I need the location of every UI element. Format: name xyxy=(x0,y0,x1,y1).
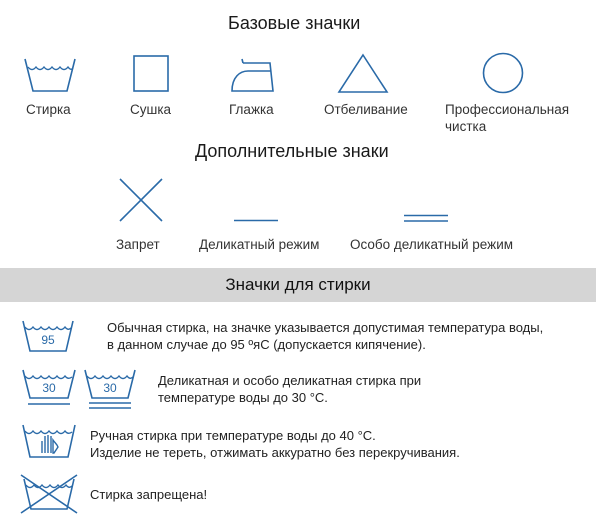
wash-95-line2: в данном случае до 95 ºяС (допускается кипячение). xyxy=(107,337,426,352)
temp-30-delicate-label: 30 xyxy=(42,381,56,395)
temp-30-very-delicate-label: 30 xyxy=(103,381,117,395)
hand-wash-icon xyxy=(22,423,76,459)
wash-section-header xyxy=(0,268,596,302)
label-delicate: Деликатный режим xyxy=(199,237,320,252)
label-professional-cleaning-1: Профессиональная xyxy=(445,102,570,117)
hand-wash-line1: Ручная стирка при температуре воды до 40 °C. xyxy=(90,428,376,443)
wash-section-title: Значки для стирки xyxy=(225,275,371,294)
label-ironing: Глажка xyxy=(229,102,274,117)
label-very-delicate: Особо деликатный режим xyxy=(350,237,514,252)
no-wash-text: Стирка запрещена! xyxy=(90,487,208,502)
basic-section-title: Базовые значки xyxy=(228,13,361,33)
wash-95-icon xyxy=(22,319,74,353)
wash-30-very-delicate-icon xyxy=(84,368,136,410)
triangle-icon xyxy=(338,54,388,94)
iron-icon xyxy=(230,57,278,93)
label-professional-cleaning-2: чистка xyxy=(445,119,487,134)
additional-section-title: Дополнительные знаки xyxy=(195,141,389,161)
wash-30-delicate-icon xyxy=(22,368,76,408)
wash-30-line2: температуре воды до 30 °C. xyxy=(158,390,328,405)
label-drying: Сушка xyxy=(130,102,172,117)
temp-95-label: 95 xyxy=(41,333,55,347)
wash-30-line1: Деликатная и особо деликатная стирка при xyxy=(158,373,422,388)
no-wash-icon xyxy=(20,474,78,514)
circle-icon xyxy=(482,52,524,94)
label-washing: Стирка xyxy=(26,102,71,117)
hand-wash-line2: Изделие не тереть, отжимать аккуратно без перекручивания. xyxy=(90,445,460,460)
wash-95-line1: Обычная стирка, на значке указывается допустимая температура воды, xyxy=(107,320,544,335)
square-icon xyxy=(133,55,169,92)
double-bar-icon xyxy=(404,214,448,223)
label-bleaching: Отбеливание xyxy=(324,102,408,117)
cross-icon xyxy=(119,178,163,222)
label-prohibited: Запрет xyxy=(116,237,160,252)
washtub-icon xyxy=(24,55,76,95)
single-bar-icon xyxy=(234,219,278,222)
